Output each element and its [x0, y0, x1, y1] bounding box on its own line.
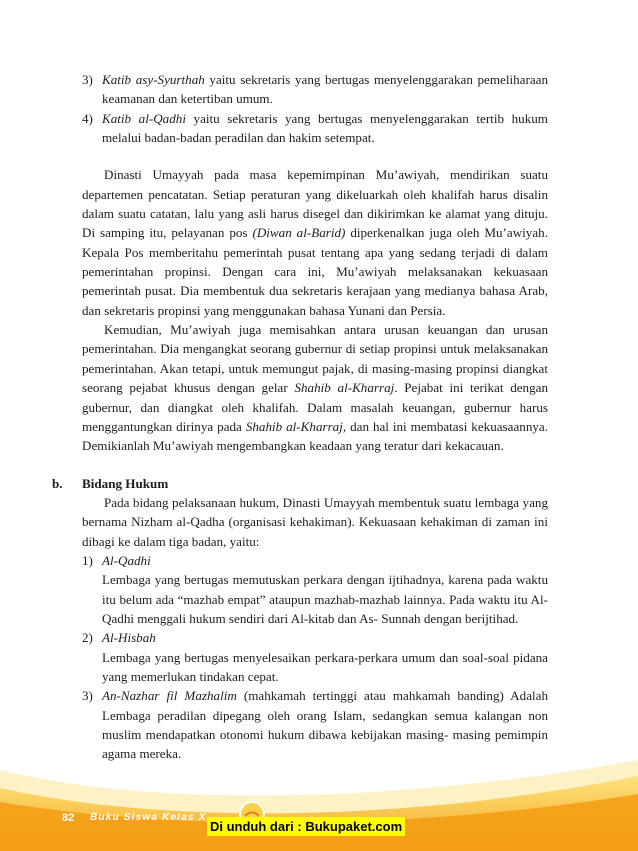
list-number: 2)	[82, 630, 93, 646]
list-item	[82, 551, 548, 628]
list-term: Al-Hisbah	[102, 630, 156, 646]
list-number: 4)	[82, 110, 93, 126]
section-heading: b. Bidang Hukum	[52, 475, 169, 491]
list-term: Katib al-Qadhi	[102, 110, 186, 126]
list-item	[82, 628, 548, 686]
list-text: Lembaga yang bertugas memutuskan perkara dengan ijtihadnya, karena pada waktu itu belum ada “mazhab empat” ataupun mazhab-mazhab lainnya. Pada waktu itu Al-Qadhi menggali hukum sendiri dari Al-kitab dan As- Sunnah dengan berijtihad.	[102, 572, 548, 626]
list-term: Al-Qadhi	[102, 552, 151, 568]
paragraph: Pada bidang pelaksanaan hukum, Dinasti Umayyah membentuk suatu lembaga yang bernama Nizham al-Qadha (organisasi kehakiman). Kekuasaan kehakiman di zaman ini dibagi ke dalam tiga badan, yaitu:	[82, 494, 548, 549]
list-term: Katib asy-Syurthah	[102, 72, 205, 87]
list-number: 1)	[82, 552, 93, 568]
list-item	[82, 70, 548, 109]
page-number: 82	[62, 812, 75, 824]
paragraph: Kemudian, Mu’awiyah juga memisahkan antara urusan keuangan dan urusan pemerintahan. Dia mengangkat seorang gubernur di setiap propinsi untuk melaksanakan pemerintahan. Akan tetapi, untuk memungut pajak, di masing-masing propinsi diangkat seorang pejabat khusus dengan gelar Shahib al-Kharraj. Pejabat ini terikat dengan gubernur, dan diangkat oleh khalifah. Dalam masalah keuangan, gubernur harus menggantungkan dirinya pada Shahib al-Kharraj, dan hal ini membatasi kekuasaannya. Demikianlah Mu’awiyah mengembangkan keadaan yang teratur dari kekacauan.	[82, 322, 549, 454]
body-text	[52, 70, 549, 764]
download-watermark: Di unduh dari : Bukupaket.com	[207, 817, 405, 836]
list-number: 3)	[82, 688, 93, 704]
list-text: yaitu sekretaris yang bertugas menyelenggarakan tertib hukum melalui badan-badan peradilan dan hakim setempat.	[102, 110, 548, 146]
list-text: yaitu sekretaris yang bertugas menyelenggarakan pemeliharaan keamanan dan ketertiban umum.	[102, 72, 548, 107]
paragraph: Dinasti Umayyah pada masa kepemimpinan Mu’awiyah, mendirikan suatu departemen pencatatan. Setiap peraturan yang dikeluarkah oleh khalifah harus disalin dalam suatu catatan, lalu yang asli harus disegel dan dikirimkan ke alamat yang dituju. Di samping itu, pelayanan pos (Diwan al-Barid) diperkenalkan juga oleh Mu’awiyah. Kepala Pos memberitahu pemerintah pusat tentang apa yang sedang terjadi di dalam pemerintahan propinsi. Dengan cara ini, Mu’awiyah melaksanakan kekuasaan pemerintah pusat. Dia membentuk dua sekretaris kerajaan yang medianya bahasa Arab, dan sekretaris propinsi yang menggunakan bahasa Yunani dan Persia.	[82, 167, 548, 318]
list-item	[82, 109, 548, 148]
list-text: (mahkamah tertinggi atau mahkamah banding) Adalah Lembaga peradilan dipegang oleh orang Islam, sedangkan semua kalangan non muslim mendapatkan otonomi hukum dibawa kebijakan masing- masing pemimpin agama mereka.	[102, 688, 548, 762]
book-title: Buku Siswa Kelas X	[90, 812, 207, 823]
list-text: Lembaga yang bertugas menyelesaikan perkara-perkara umum dan soal-soal pidana yang memerlukan tindakan cepat.	[102, 649, 548, 684]
list-number: 3)	[82, 72, 93, 87]
list-term: An-Nazhar fil Mazhalim	[102, 688, 237, 704]
